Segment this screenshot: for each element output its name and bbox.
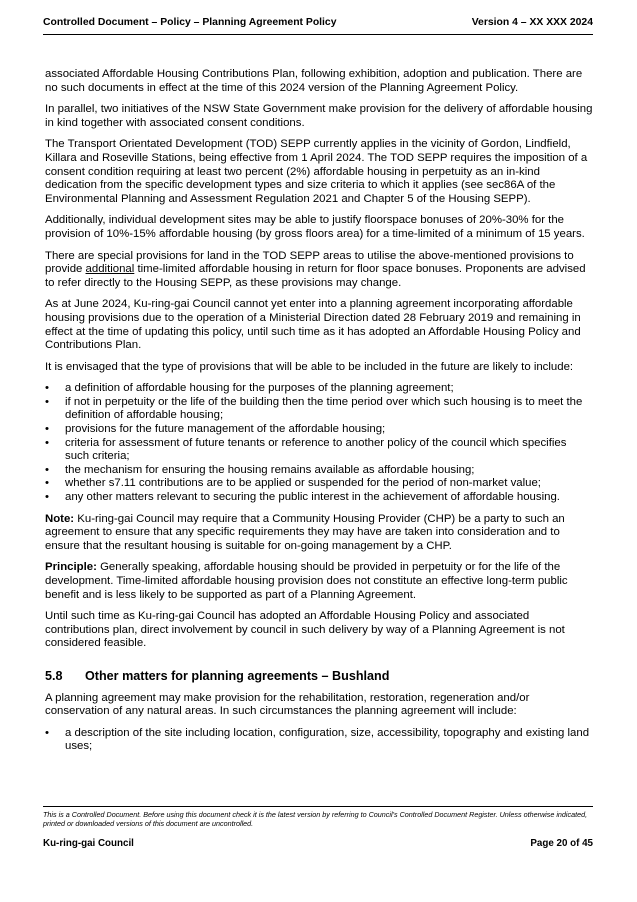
footer-organisation: Ku-ring-gai Council <box>43 838 134 849</box>
page-footer <box>43 806 593 849</box>
bullet-marker: • <box>45 423 49 436</box>
bullet-marker: • <box>45 491 49 504</box>
note-text: Ku-ring-gai Council may require that a Community Housing Provider (CHP) be a party to such an agreement to ensure that any specific requirements they may have are taken into consideration and to ensure that the resultant housing is suitable for on-going management by a CHP. <box>45 512 565 552</box>
bullet-marker: • <box>45 382 49 395</box>
text-run: time-limited affordable housing in return for floor space bonuses. Proponents are advised to refer directly to the Housing SEPP, as these provisions may change. <box>45 263 586 289</box>
list-item <box>45 727 593 754</box>
paragraph-contributions-plan: associated Affordable Housing Contributions Plan, following exhibition, adoption and publication. There are no such documents in effect at the time of this 2024 version of the Planning Agreement Policy. <box>45 68 583 94</box>
text-run: There are special provisions for land in the TOD SEPP areas to utilise the above-mentioned provisions to provide <box>45 249 574 276</box>
section-number: 5.8 <box>45 668 63 683</box>
principle-text: Generally speaking, affordable housing should be provided in perpetuity or for the life of the development. Time-limited affordable housing provision does not constitute an effective long-term public benefit and is less likely to be supported as part of a Planning Agreement. <box>45 561 568 601</box>
note-paragraph <box>45 513 593 554</box>
list-item <box>45 382 593 396</box>
section-title: Other matters for planning agreements – Bushland <box>85 668 390 683</box>
header-document-title: Controlled Document – Policy – Planning Agreement Policy <box>43 17 337 28</box>
controlled-document-notice: This is a Controlled Document. Before using this document check it is the latest version by referring to Council’s Controlled Document Register. Unless otherwise indicated, printed or downloaded versions of this document are uncontrolled. <box>43 810 588 828</box>
list-item <box>45 423 593 437</box>
paragraph-future-provisions: It is envisaged that the type of provisions that will be able to be included in the future are likely to include: <box>45 360 574 373</box>
list-item <box>45 396 593 423</box>
note-label: Note: <box>45 512 75 525</box>
principle-paragraph <box>45 561 593 602</box>
list-item-text: provisions for the future management of the affordable housing; <box>65 423 386 436</box>
bullet-marker: • <box>45 395 49 408</box>
bullet-marker: • <box>45 477 49 490</box>
underlined-word: additional <box>85 263 135 276</box>
paragraph-special-provisions <box>45 250 593 291</box>
list-item-text: any other matters relevant to securing the public interest in the achievement of affordable housing. <box>65 491 560 504</box>
bullet-marker: • <box>45 436 49 449</box>
paragraph-tod-sepp: The Transport Orientated Development (TOD) SEPP currently applies in the vicinity of Gordon, Lindfield, Killara and Roseville Stations, being effective from 1 April 2024. The TOD SEPP requires the imposition of a consent condition requiring at least two percent (2%) affordable housing in perpetuity as an in-kind dedication from the specific development types and size criteria to which it applies (see sec86A of the Environmental Planning and Assessment Regulation 2021 and Chapter 5 of the Housing SEPP). <box>45 138 588 205</box>
bushland-provisions-list <box>45 727 593 754</box>
bullet-marker: • <box>45 463 49 476</box>
list-item <box>45 437 593 464</box>
page-number: Page 20 of 45 <box>530 838 593 849</box>
paragraph-council-involvement: Until such time as Ku-ring-gai Council has adopted an Affordable Housing Policy and associated contributions plan, direct involvement by council in such delivery by way of a Planning Agreement is not considered feasible. <box>45 610 565 650</box>
list-item-text: criteria for assessment of future tenants or reference to another policy of the council which specifies such criteria; <box>65 436 567 463</box>
list-item <box>45 464 593 478</box>
list-item-text: a definition of affordable housing for the purposes of the planning agreement; <box>65 382 454 395</box>
page-header <box>43 17 593 35</box>
paragraph-bushland: A planning agreement may make provision for the rehabilitation, restoration, regeneration and/or conservation of any natural areas. In such circumstances the planning agreement will include: <box>45 691 530 718</box>
principle-label: Principle: <box>45 561 97 574</box>
affordable-housing-provisions-list <box>45 382 593 504</box>
paragraph-state-initiatives: In parallel, two initiatives of the NSW State Government make provision for the delivery of affordable housing in kind together with associated consent conditions. <box>45 103 593 129</box>
paragraph-ministerial-direction: As at June 2024, Ku-ring-gai Council cannot yet enter into a planning agreement incorporating affordable housing provisions due to the operation of a Ministerial Direction dated 28 February 2019 and remaining in effect at the time of updating this policy, until such time as it has adopted an Affordable Housing Policy and Contributions Plan. <box>45 298 581 352</box>
list-item <box>45 477 593 491</box>
list-item <box>45 491 593 505</box>
paragraph-floorspace-bonuses: Additionally, individual development sites may be able to justify floorspace bonuses of 20%-30% for the provision of 10%-15% affordable housing (by gross floors area) for a time-limited of a minimum of 15 years. <box>45 214 585 240</box>
list-item-text: the mechanism for ensuring the housing remains available as affordable housing; <box>65 463 475 476</box>
list-item-text: whether s7.11 contributions are to be applied or suspended for the period of non-market value; <box>65 477 541 490</box>
list-item-text: if not in perpetuity or the life of the building then the time period over which such housing is to meet the definition of affordable housing; <box>65 395 583 422</box>
list-item-text: a description of the site including location, configuration, size, accessibility, topography and existing land uses; <box>65 726 590 753</box>
header-version: Version 4 – XX XXX 2024 <box>471 17 593 28</box>
section-heading <box>45 670 593 684</box>
bullet-marker: • <box>45 726 49 739</box>
document-body <box>45 68 593 762</box>
